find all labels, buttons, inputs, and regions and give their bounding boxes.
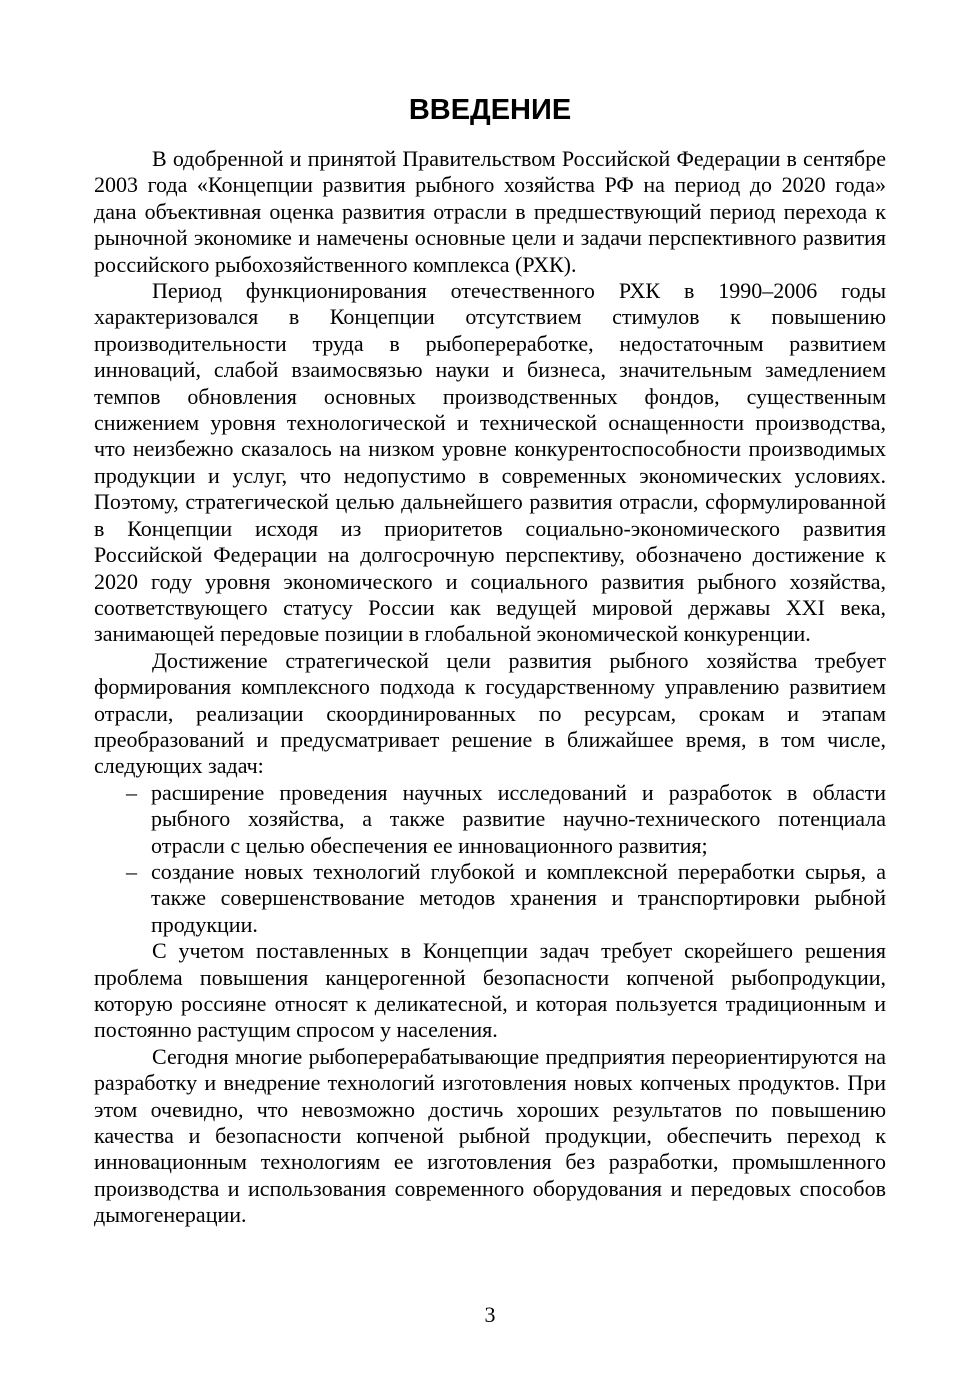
paragraph: С учетом поставленных в Концепции задач требует скорейшего решения проблема повышения канцерогенной безопасности копченой рыбопродукции, которую россияне относят к деликатесной, и которая пользуется традиционным и постоянно растущим спросом у населения. (94, 938, 886, 1043)
list-item (126, 858, 886, 938)
list-dash-marker: – (126, 779, 137, 805)
list-item-text: расширение проведения научных исследований и разработок в области рыбного хозяйства, а также развитие научно-технического потенциала отрасли с целью обеспечения ее инновационного развития; (151, 779, 886, 858)
paragraph: В одобренной и принятой Правительством Российской Федерации в сентябре 2003 года «Концепции развития рыбного хозяйства РФ на период до 2020 года» дана объективная оценка развития отрасли в предшествующий период перехода к рыночной экономике и намечены основные цели и задачи перспективного развития российского рыбохозяйственного комплекса (РХК). (94, 146, 886, 277)
list-dash-marker: – (126, 858, 137, 884)
paragraph: Период функционирования отечественного РХК в 1990–2006 годы характеризовался в Концепции отсутствием стимулов к повышению производительности труда в рыбопереработке, недостаточным развитием инноваций, слабой взаимосвязью науки и бизнеса, значительным замедлением темпов обновления основных производственных фондов, существенным снижением уровня технологической и технической оснащенности производства, что неизбежно сказалось на низком уровне конкурентоспособности производимых продукции и услуг, что недопустимо в современных экономических условиях. Поэтому, стратегической целью дальнейшего развития отрасли, сформулированной в Концепции исходя из приоритетов социально-экономического развития Российской Федерации на долгосрочную перспективу, обозначено достижение к 2020 году уровня экономического и социального развития рыбного хозяйства, соответствующего статусу России как ведущей мировой державы XXI века, занимающей передовые позиции в глобальной экономической конкуренции. (94, 278, 886, 647)
document-page (94, 0, 886, 1386)
list-item (126, 779, 886, 859)
paragraph: Достижение стратегической цели развития рыбного хозяйства требует формирования комплексного подхода к государственному управлению развитием отрасли, реализации скоординированных по ресурсам, срокам и этапам преобразований и предусматривает решение в ближайшее время, в том числе, следующих задач: (94, 647, 886, 779)
paragraph: Сегодня многие рыбоперерабатывающие предприятия переориентируются на разработку и внедрение технологий изготовления новых копченых продуктов. При этом очевидно, что невозможно достичь хороших результатов по повышению качества и безопасности копченой рыбной продукции, обеспечить переход к инновационным технологиям ее изготовления без разработки, промышленного производства и использования современного оборудования и передовых способов дымогенерации. (94, 1043, 886, 1228)
list-item-text: создание новых технологий глубокой и комплексной переработки сырья, а также совершенствование методов хранения и транспортировки рыбной продукции. (151, 858, 886, 937)
task-list (94, 780, 886, 938)
page-title: ВВЕДЕНИЕ (408, 94, 572, 126)
document-body (94, 146, 886, 1229)
page-number: 3 (484, 1302, 496, 1327)
